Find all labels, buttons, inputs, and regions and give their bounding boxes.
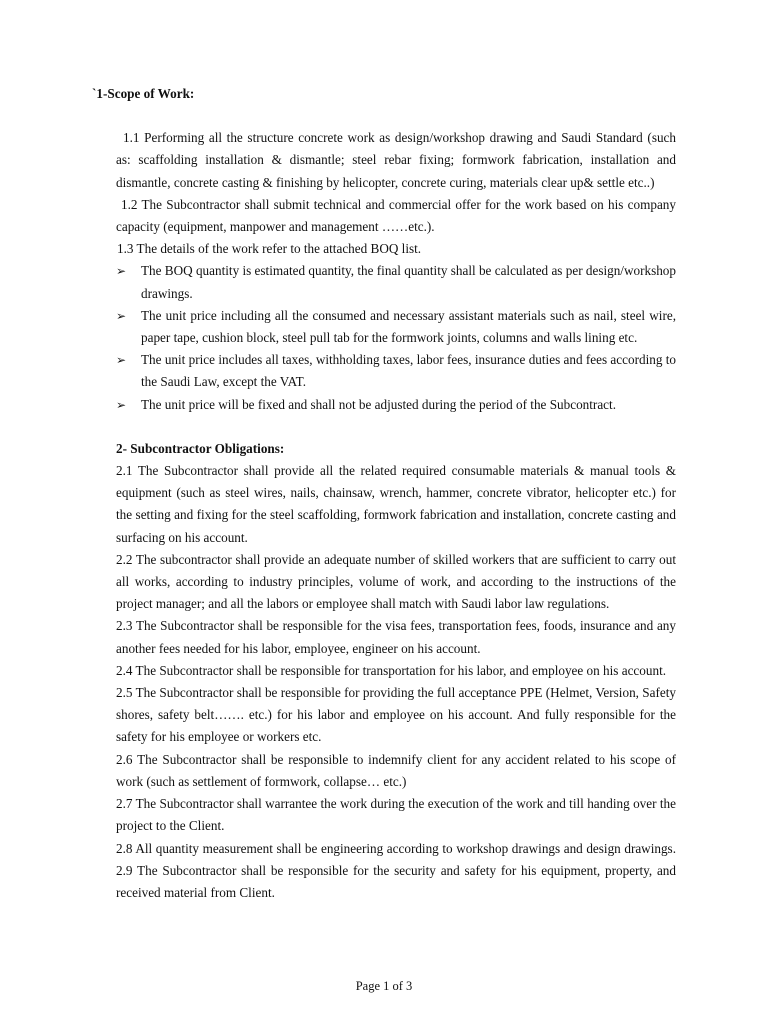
clause-1-1: 1.1 Performing all the structure concrete work as design/workshop drawing and Saudi Standard (such as: scaffolding installation & dismantle; steel rebar fixing; formwork fabrication, installation and dismantle, concrete casting & finishing by helicopter, concrete curing, materials clear up& settle etc..): [116, 130, 676, 190]
clause-2-4: 2.4 The Subcontractor shall be responsible for transportation for his labor, and employee on his account.: [116, 662, 667, 678]
list-item: [116, 349, 676, 393]
clause-2-6: 2.6 The Subcontractor shall be responsible to indemnify client for any accident related to his scope of work (such as settlement of formwork, collapse… etc.): [116, 751, 676, 789]
clause-2-2: 2.2 The subcontractor shall provide an adequate number of skilled workers that are sufficient to carry out all works, according to industry principles, volume of work, and according to the instructions of the project manager; and all the labors or employee shall match with Saudi labor law regulations.: [116, 551, 676, 612]
section-1-heading: `1-Scope of Work:: [92, 86, 195, 101]
clause-2-5: 2.5 The Subcontractor shall be responsible for providing the full acceptance PPE (Helmet, Version, Safety shores, safety belt……. etc.) for his labor and employee on his account. And fully responsible for the safety for his employee or workers etc.: [116, 685, 676, 745]
arrowhead-bullet-icon: ➢: [116, 264, 127, 279]
page-number-footer: Page 1 of 3: [355, 979, 413, 993]
clause-2-7: 2.7 The Subcontractor shall warrantee the work during the execution of the work and till handing over the project to the Client.: [116, 796, 676, 834]
bullet-text: The unit price including all the consumed and necessary assistant materials such as nail, steel wire, paper tape, cushion block, steel pull tab for the formwork joints, columns and walls lining etc.: [141, 307, 676, 346]
bullet-text: The BOQ quantity is estimated quantity, the final quantity shall be calculated as per design/workshop drawings.: [141, 263, 676, 301]
document-body: [92, 83, 676, 904]
list-item: [116, 305, 676, 349]
bullet-text: The unit price includes all taxes, withholding taxes, labor fees, insurance duties and fees according to the Saudi Law, except the VAT.: [141, 352, 676, 390]
clause-2-1: 2.1 The Subcontractor shall provide all the related required consumable materials & manual tools & equipment (such as steel wires, nails, chainsaw, wrench, hammer, concrete vibrator, helicopter etc.) for the setting and fixing for the steel scaffolding, formwork fabrication and installation, concrete casting and surfacing on his account.: [116, 463, 676, 545]
clause-1-3: 1.3 The details of the work refer to the attached BOQ list.: [117, 241, 422, 257]
clause-2-3: 2.3 The Subcontractor shall be responsible for the visa fees, transportation fees, foods, insurance and any another fees needed for his labor, employee, engineer on his account.: [116, 618, 676, 656]
list-item: [116, 260, 676, 304]
section-2-heading: 2- Subcontractor Obligations:: [116, 440, 285, 456]
scope-bullet-list: [116, 260, 676, 415]
clause-1-2: 1.2 The Subcontractor shall submit technical and commercial offer for the work based on his company capacity (equipment, manpower and management ……etc.).: [116, 196, 676, 235]
list-item: [116, 394, 676, 416]
arrowhead-bullet-icon: ➢: [116, 397, 127, 412]
arrowhead-bullet-icon: ➢: [116, 308, 127, 323]
arrowhead-bullet-icon: ➢: [116, 353, 127, 368]
bullet-text: The unit price will be fixed and shall not be adjusted during the period of the Subcontract.: [141, 396, 616, 412]
clause-2-8-and-2-9: 2.8 All quantity measurement shall be engineering according to workshop drawings and design drawings. 2.9 The Subcontractor shall be responsible for the security and safety for his equipment, property, and received material from Client.: [116, 840, 676, 900]
